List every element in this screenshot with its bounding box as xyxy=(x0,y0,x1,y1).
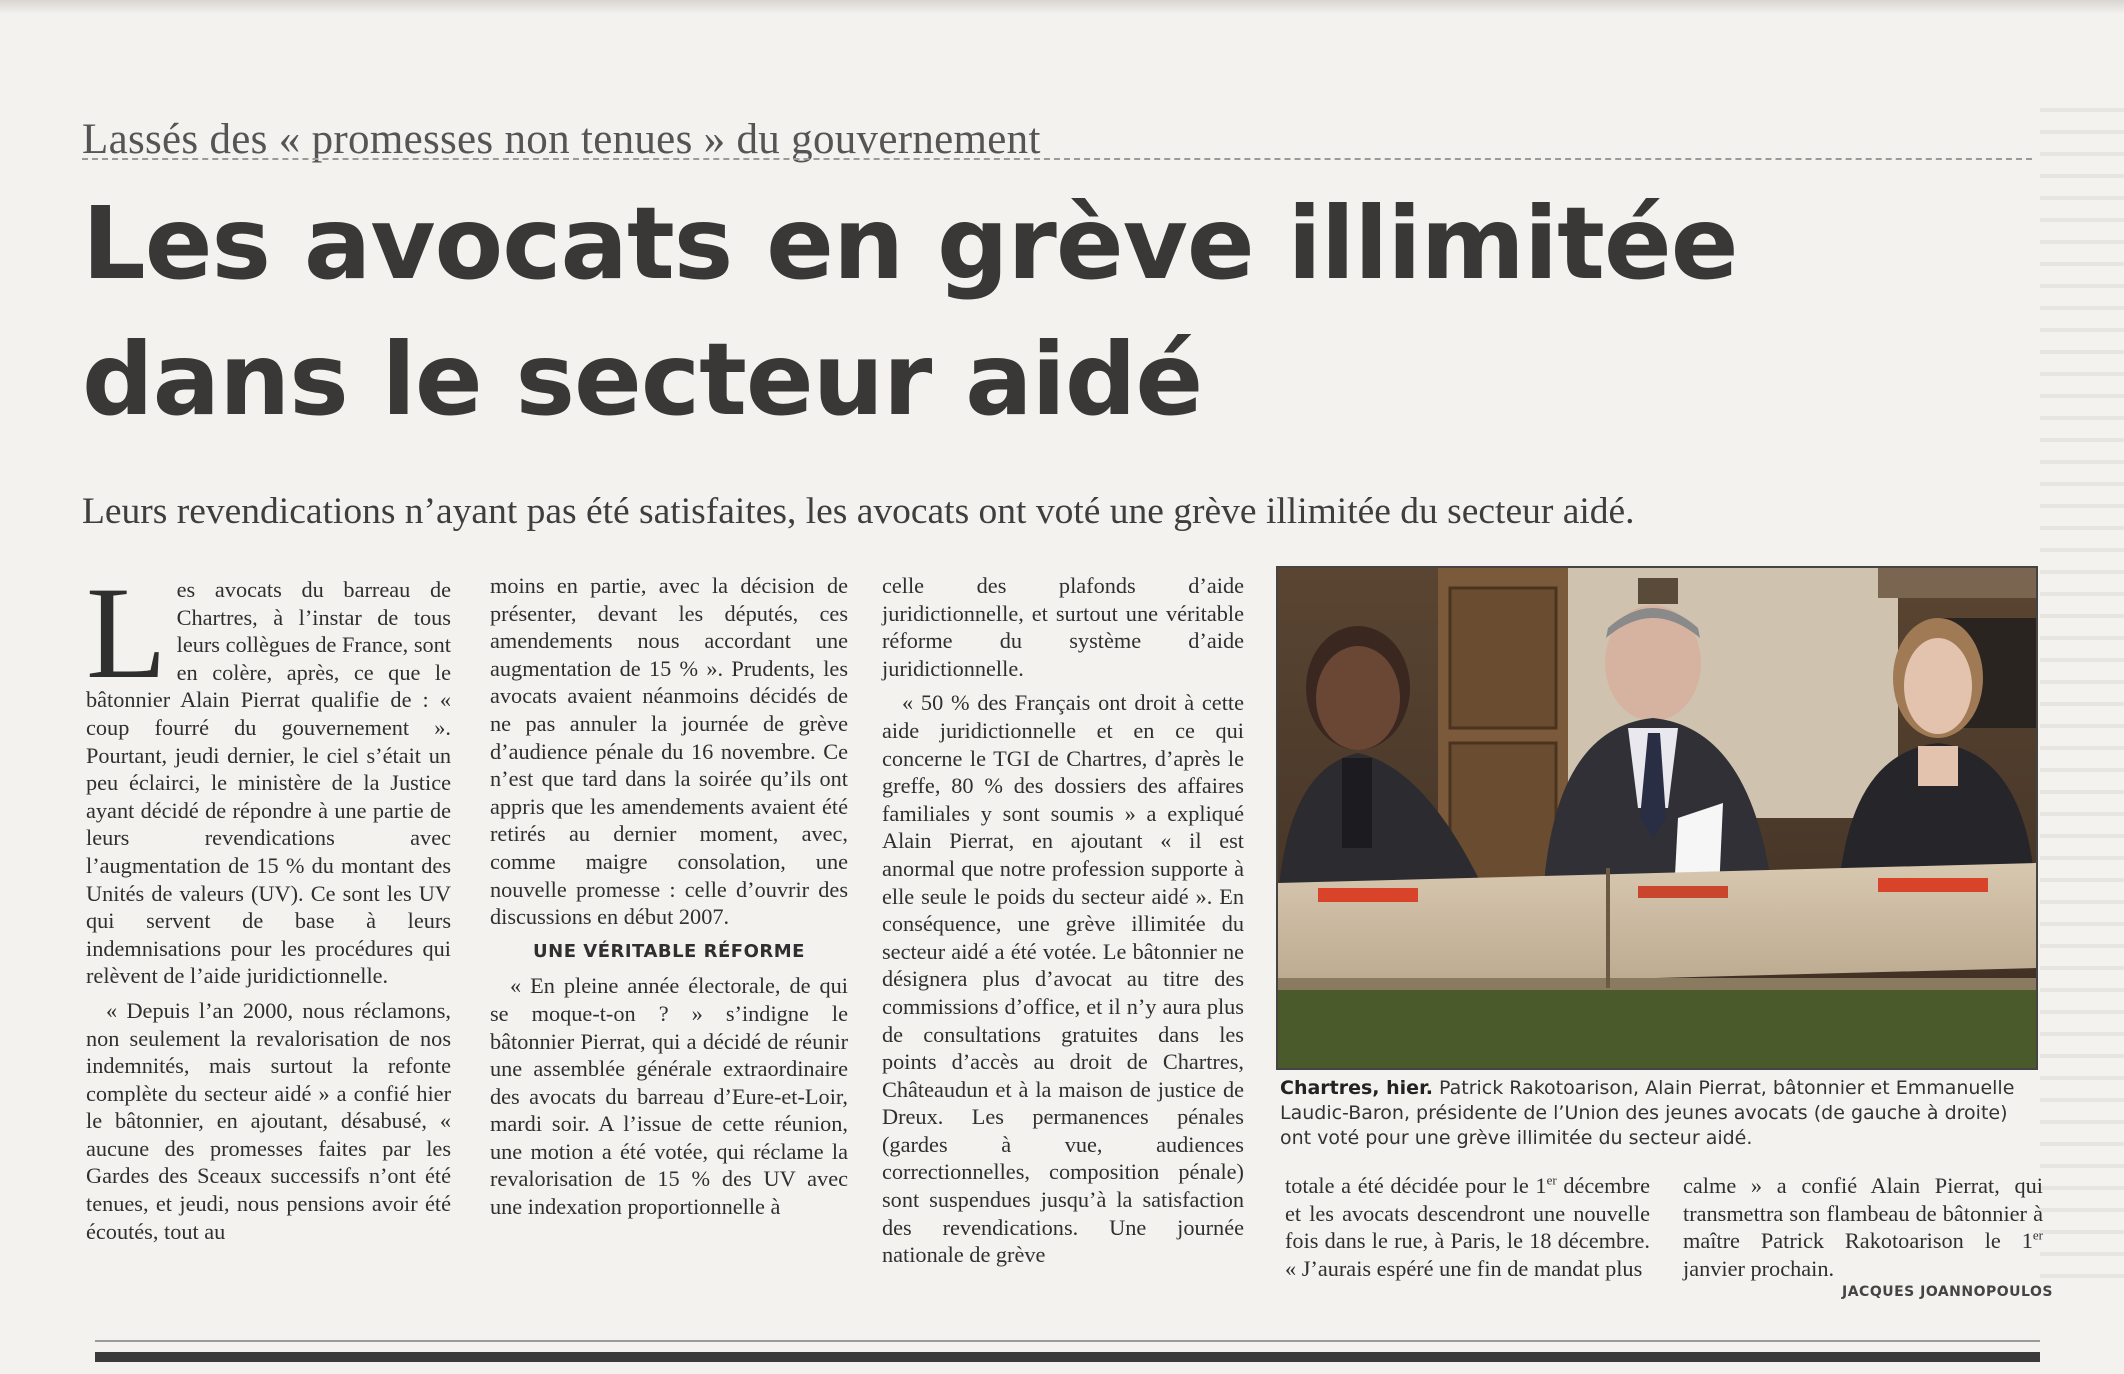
headline-line-2: dans le secteur aidé xyxy=(82,321,1203,438)
page-bottom-rule xyxy=(95,1352,2040,1362)
paragraph: celle des plafonds d’aide juridictionnelle, et surtout une véritable réforme du système d’aide juridictionnelle. xyxy=(882,573,1244,681)
paragraph-text: janvier prochain. xyxy=(1683,1255,1835,1281)
superscript: er xyxy=(1546,1172,1557,1188)
drop-cap: L xyxy=(86,559,167,706)
paragraph-text: décembre et les avocats descendront une nouvelle fois dans le rue, à Paris, le 18 décembre. « J’aurais espéré une fin de mandat plus xyxy=(1285,1173,1650,1281)
paragraph: « 50 % des Français ont droit à cette aide juridictionnelle et en ce qui concerne le TGI de Chartres, d’après le greffe, 80 % des dossiers des affaires familiales y sont soumis » a expliqué Alain Pierrat, en ajoutant « il est anormal que notre profession supporte à elle seule le poids du secteur aidé ». En conséquence, une grève illimitée du secteur aidé a été votée. Le bâtonnier ne désignera plus d’avocat au titre des commissions d’office, et il n’y aura plus de consultations gratuites dans les points d’accès au droit de Chartres, Châteaudun et à la maison de justice de Dreux. Les permanences pénales (gardes à vue, audiences correctionnelles, composition pénale) sont suspendues jusqu’à la satisfaction des revendications. Une journée nationale de grève xyxy=(882,690,1244,1268)
photo-caption xyxy=(1280,1076,2040,1151)
headline-line-1: Les avocats en grève illimitée xyxy=(82,185,1738,302)
paragraph-text: es avocats du barreau de Chartres, à l’instar de tous leurs collègues de France, sont en colère, après, ce que le bâtonnier Alain Pierrat qualifie de : « coup fourré du gouvernement ». Pourtant, jeudi dernier, le ciel s’était un peu éclairci, le ministère de la Justice ayant décidé de répondre à une partie de leurs revendications avec l’augmentation de 15 % du montant des Unités de valeurs (UV). Ce sont les UV qui servent de base à leurs indemnisations pour les procédures qui relèvent de l’aide juridictionnelle. xyxy=(86,577,451,989)
adjacent-column-ghost xyxy=(2040,90,2124,1290)
section-subhead: UNE VÉRITABLE RÉFORME xyxy=(533,940,805,962)
article-photo xyxy=(1276,566,2038,1070)
kicker-divider xyxy=(82,158,2032,160)
caption-lead: Chartres, hier. xyxy=(1280,1077,1433,1099)
paragraph xyxy=(1285,1172,1650,1282)
paragraph: moins en partie, avec la décision de présenter, devant les députés, ces amendements nous accordant une augmentation de 15 % ». Prudents, les avocats avaient néanmoins décidés de ne pas annuler la journée de grève d’audience pénale du 16 novembre. Ce n’est que tard dans la soirée qu’ils ont appris que les amendements avaient été retirés au dernier moment, avec, comme maigre consolation, une nouvelle promesse : celle d’ouvrir des discussions en début 2007. xyxy=(490,573,848,930)
paragraph: « Depuis l’an 2000, nous réclamons, non seulement la revalorisation de nos indemnités, mais surtout la refonte complète du secteur aidé » a confié hier le bâtonnier, en ajoutant, désabusé, « aucune des promesses faites par les Gardes des Sceaux successifs n’ont été tenues, et jeudi, nous pensions avoir été écoutés, tout au xyxy=(86,997,451,1244)
paragraph xyxy=(1683,1172,2043,1282)
article-column-4 xyxy=(1285,1172,1650,1289)
caption-text: Patrick Rakotoarison, Alain Pierrat, bâtonnier et Emmanuelle Laudic-Baron, présidente de l’Union des jeunes avocats (de gauche à droite) ont voté pour une grève illimitée du secteur aidé. xyxy=(1280,1077,2015,1149)
photo-illustration xyxy=(1278,568,2036,1068)
photo-byline: JACQUES JOANNOPOULOS xyxy=(1842,1284,2053,1300)
article-column-1 xyxy=(86,559,451,1252)
article-column-2 xyxy=(490,572,848,1228)
paragraph-text: totale a été décidée pour le 1 xyxy=(1285,1173,1547,1198)
article-standfirst: Leurs revendications n’ayant pas été satisfaites, les avocats ont voté une grève illimitée du secteur aidé. xyxy=(82,491,1635,532)
article-headline xyxy=(82,176,2032,448)
page-bottom-thin-rule xyxy=(95,1340,2040,1342)
article-kicker: Lassés des « promesses non tenues » du gouvernement xyxy=(82,116,1041,163)
superscript: er xyxy=(2032,1227,2043,1243)
article-column-3 xyxy=(882,572,1244,1276)
paragraph: « En pleine année électorale, de qui se moque-t-on ? » s’indigne le bâtonnier Pierrat, qui a décidé de réunir une assemblée générale extraordinaire des avocats du barreau d’Eure-et-Loir, mardi soir. A l’issue de cette réunion, une motion a été votée, qui réclame la revalorisation de 15 % des UV avec une indexation proportionnelle à xyxy=(490,973,848,1220)
paragraph xyxy=(86,559,451,990)
page-edge-shadow xyxy=(0,0,2124,14)
paragraph-text: calme » a confié Alain Pierrat, qui transmettra son flambeau de bâtonnier à maître Patrick Rakotoarison le 1 xyxy=(1683,1173,2043,1254)
article-column-5 xyxy=(1683,1172,2043,1289)
